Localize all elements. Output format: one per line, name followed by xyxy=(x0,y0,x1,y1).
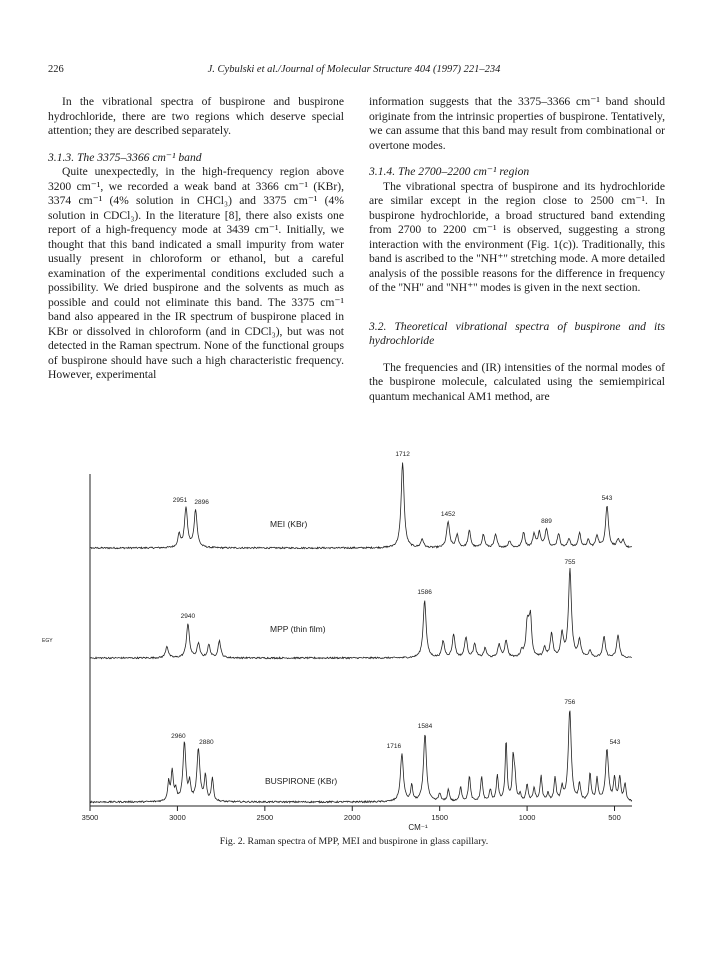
x-tick-label: 1000 xyxy=(518,813,536,822)
x-tick-label: 1500 xyxy=(431,813,449,822)
side-label: EGY xyxy=(42,638,53,644)
section-3-2-heading: 3.2. Theoretical vibrational spectra of buspirone and its hydrochloride xyxy=(369,319,665,347)
spectrum-trace-3 xyxy=(90,711,632,803)
spectrum-trace-2 xyxy=(90,568,632,659)
peak-label: 543 xyxy=(601,495,613,502)
x-tick-label: 500 xyxy=(608,813,621,822)
peak-label: 1584 xyxy=(417,723,433,730)
peak-label: 1716 xyxy=(386,743,402,750)
x-tick-label: 3500 xyxy=(81,813,99,822)
x-tick-label: 3000 xyxy=(169,813,186,822)
raman-spectra-chart xyxy=(42,451,640,840)
page-number: 226 xyxy=(48,64,64,75)
panel-label-2: MPP (thin film) xyxy=(270,624,326,634)
x-tick-label: 2500 xyxy=(256,813,274,822)
peak-label: 2960 xyxy=(171,733,186,740)
figure-caption: Fig. 2. Raman spectra of MPP, MEI and buspirone in glass capillary. xyxy=(219,836,489,847)
left-column xyxy=(48,95,344,383)
peak-label: 1452 xyxy=(440,511,456,518)
spectrum-trace-1 xyxy=(90,463,632,549)
peak-label: 1586 xyxy=(417,589,432,596)
x-tick-label: 2000 xyxy=(343,813,361,822)
right-column xyxy=(369,95,665,404)
section-3-1-3-paragraph: Quite unexpectedly, in the high-frequency region above 3200 cm⁻¹, we recorded a weak band at 3366 cm⁻¹ (KBr), 3374 cm⁻¹ (4% solution in CHCl₃) and 3375 cm⁻¹ (4% solution in CDCl₃). In the literature [8], there also exists one report of a high-frequency mode at 3439 cm⁻¹. Initially, we thought that this band indicated a small impurity from water usually present in chloroform or ethanol, but a careful examination of the experimental conditions excluded such a possibility. We dried buspirone and the solvents as much as possible and could not eliminate this band. The 3375 cm⁻¹ band also appeared in the IR spectrum of buspirone placed in KBr or dissolved in chloroform (and in CDCl₃), but was not detected in the Raman spectrum. None of the functional groups of buspirone should have such a high characteristic frequency. However, experimental xyxy=(48,165,344,381)
peak-label: 756 xyxy=(564,699,576,706)
peak-label: 889 xyxy=(541,518,552,525)
peak-label: 2940 xyxy=(180,613,196,620)
peak-label: 2896 xyxy=(194,499,209,506)
peak-label: 543 xyxy=(609,739,621,746)
panel-label-1: MEI (KBr) xyxy=(270,519,308,529)
peak-label: 2951 xyxy=(172,497,188,504)
raman-spectra-figure xyxy=(42,451,640,840)
panel-label-3: BUSPIRONE (KBr) xyxy=(265,776,338,786)
section-3-1-3-heading: 3.1.3. The 3375–3366 cm⁻¹ band xyxy=(48,150,202,164)
peak-label: 755 xyxy=(564,559,576,566)
running-header xyxy=(48,64,660,80)
section-3-1-4-heading: 3.1.4. The 2700–2200 cm⁻¹ region xyxy=(369,165,530,178)
x-axis-label: CM⁻¹ xyxy=(408,823,428,832)
peak-label: 1712 xyxy=(395,451,410,458)
intro-paragraph: In the vibrational spectra of buspirone and buspirone hydrochloride, there are two regions which deserve special attention; they are described separately. xyxy=(48,95,344,137)
journal-reference: J. Cybulski et al./Journal of Molecular Structure 404 (1997) 221–234 xyxy=(207,64,501,75)
section-3-1-4-paragraph: The vibrational spectra of buspirone and its hydrochloride are similar except in the region close to 2500 cm⁻¹. In buspirone hydrochloride, a broad structured band extending from 2700 to 2200 cm⁻¹ is observed, suggesting a strong interaction with the environment (Fig. 1(c)). Traditionally, this band is ascribed to the ''NH⁺'' stretching mode. A more detailed analysis of the possible reasons for the difference in frequency of the ''NH'' and ''NH⁺'' modes is given in the next section. xyxy=(369,179,665,294)
continuation-paragraph: information suggests that the 3375–3366 cm⁻¹ band should originate from the intrinsic properties of buspirone. Tentatively, we can assume that this band may result from combinational or overtone modes. xyxy=(369,95,665,152)
section-3-2-paragraph: The frequencies and (IR) intensities of the normal modes of the buspirone molecule, calculated using the semiempirical quantum mechanical AM1 method, are xyxy=(369,360,665,403)
peak-label: 2880 xyxy=(199,739,214,746)
